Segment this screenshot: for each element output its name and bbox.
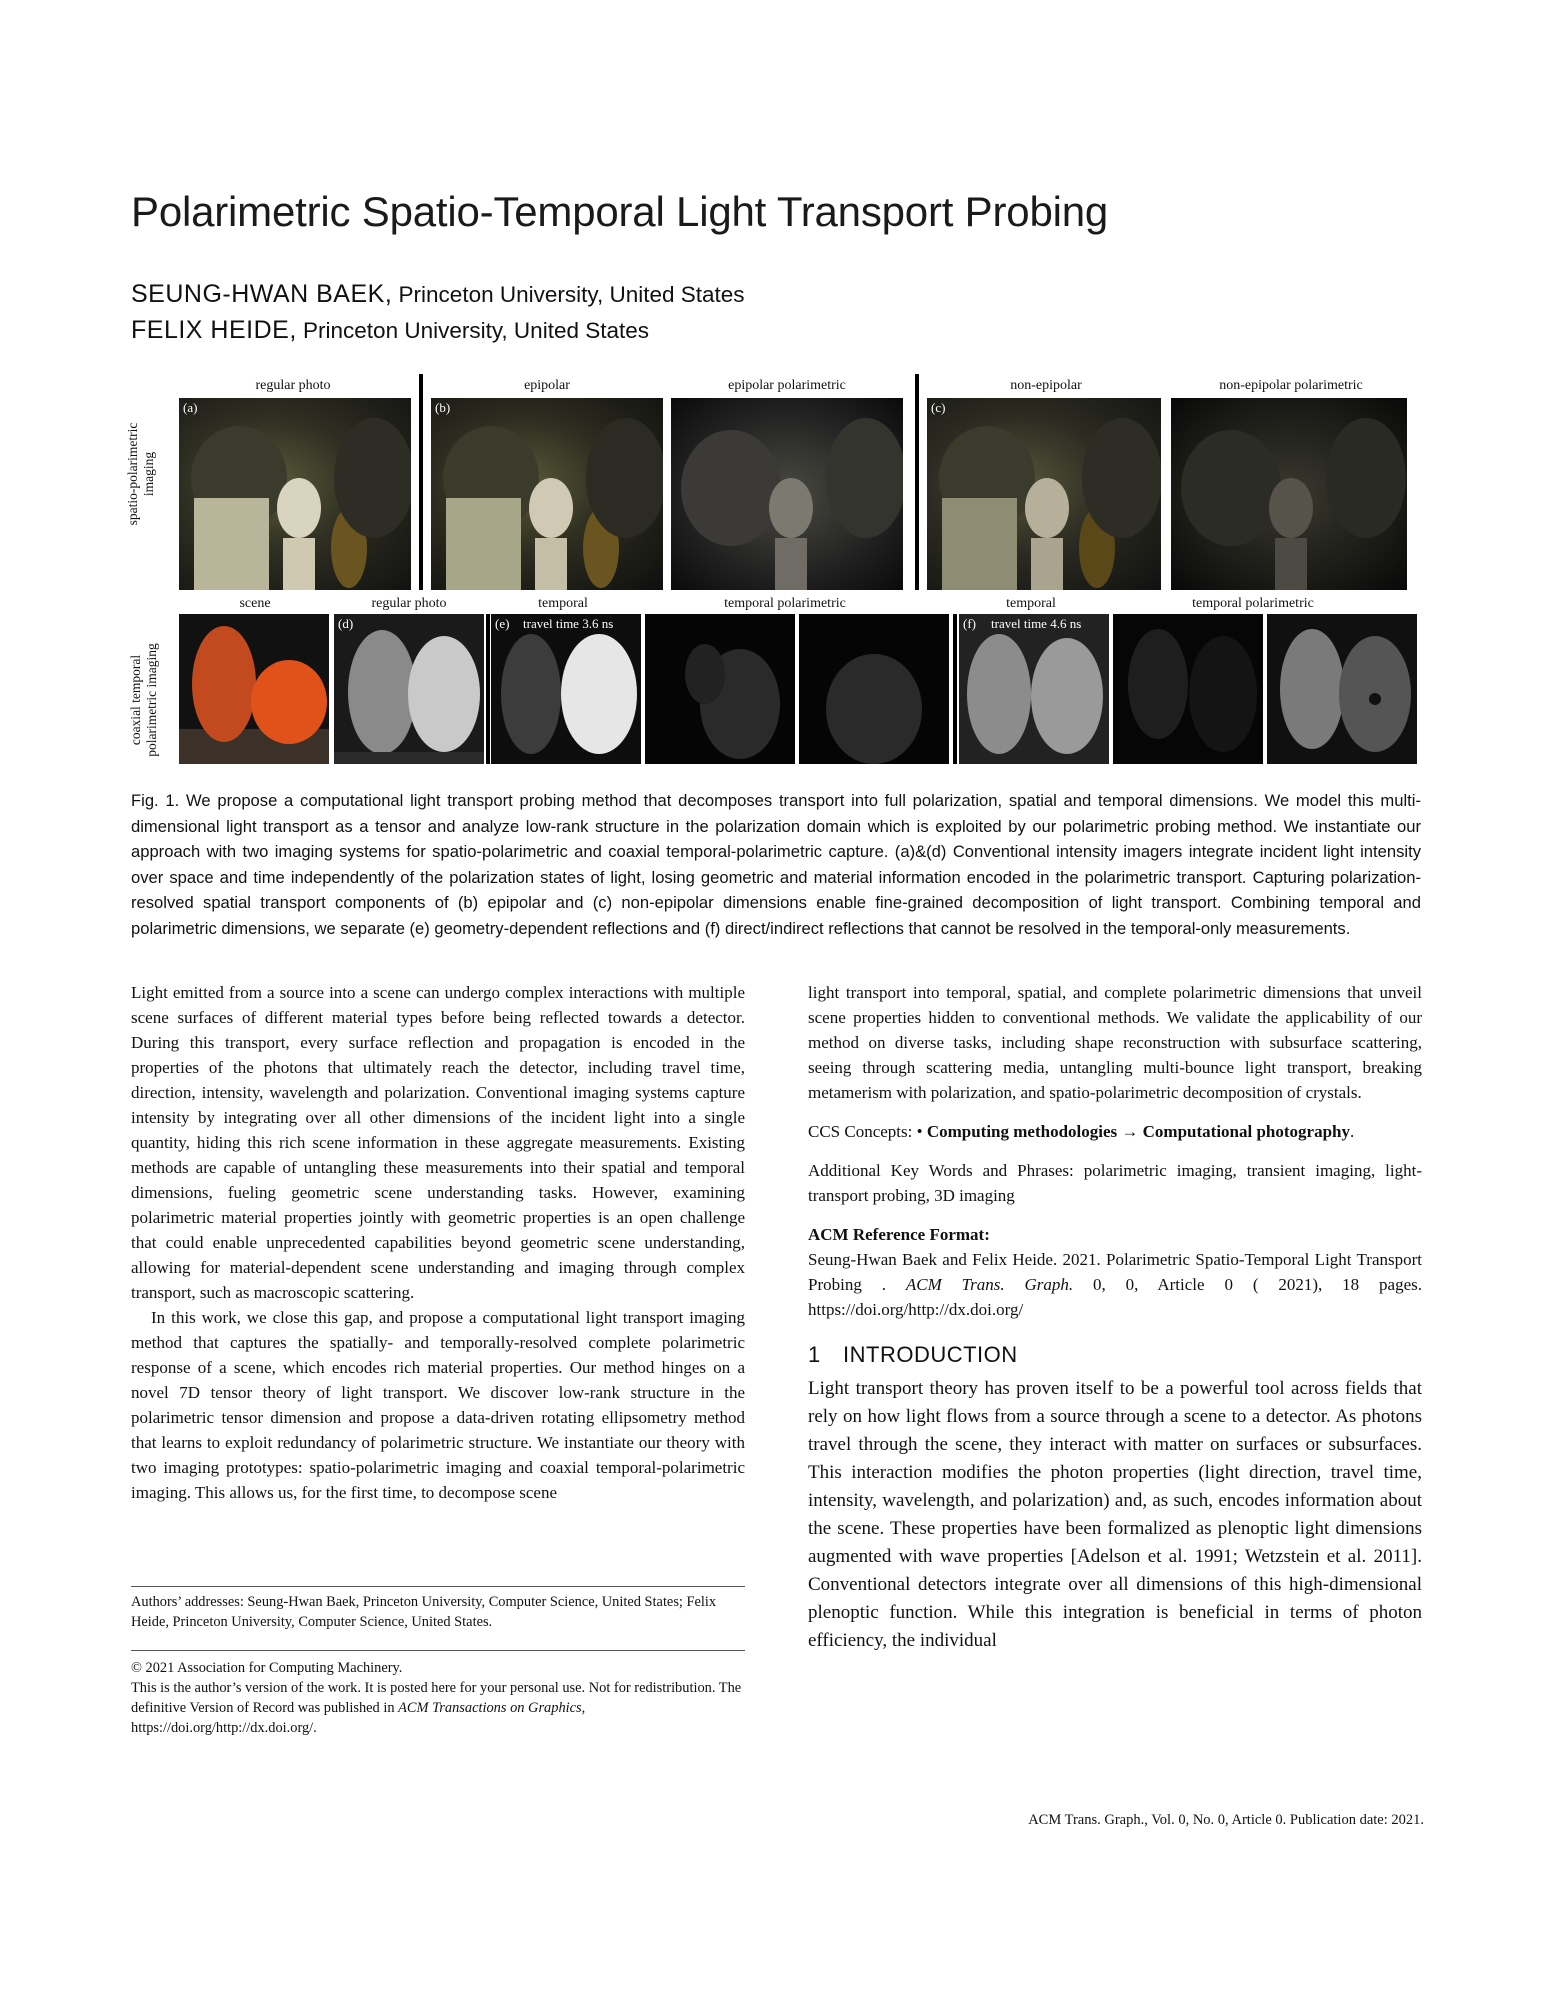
tag-e: (e) (495, 616, 510, 631)
ccs-concept: Computing methodologies → Computational photography (926, 1122, 1350, 1141)
scene-illustration (179, 398, 411, 590)
footnote-rule (131, 1650, 745, 1651)
tag-b: (b) (435, 400, 451, 415)
scene-illustration (645, 614, 795, 764)
row2-label (128, 625, 160, 775)
photo-temporal-f (959, 614, 1109, 764)
copyright-journal: ACM Transactions on Graphics (398, 1700, 582, 1716)
header-epipolar: epipolar (524, 378, 570, 393)
copyright-line: © 2021 Association for Computing Machinery. (131, 1660, 403, 1676)
separator (419, 374, 423, 590)
photo-epipolar-polarimetric (671, 398, 903, 590)
scene-illustration (334, 614, 484, 764)
author-affiliation: Princeton University, United States (303, 318, 650, 343)
author-1 (131, 280, 745, 309)
travel-time-f: travel time 4.6 ns (991, 616, 1082, 631)
header-regular-photo: regular photo (255, 378, 331, 393)
tag-d: (d) (338, 616, 354, 631)
acm-reference-tail: 0, 0, Article 0 ( 2021), 18 pages. https://doi.org/http://dx.doi.org/ (808, 1275, 1422, 1319)
section-title: INTRODUCTION (843, 1342, 1018, 1367)
abstract-paragraph-1: Light emitted from a source into a scene can undergo complex interactions with multiple scene surfaces of different material types before being reflected towards a detector. During this transport, every surface reflection and propagation is encoded in the properties of the photons that ultimately reach the detector, including travel time, direction, intensity, wavelength and polarization. Conventional imaging systems capture intensity by integrating over all other dimensions of the incident light into a single quantity, hiding this rich scene information in these aggregate measurements. Existing methods are capable of untangling these measurements into their spatial and temporal dimensions, fueling geometric scene understanding tasks. However, examining polarimetric material properties jointly with geometric properties is an open challenge that could enable unprecedented capabilities beyond geometric scene understanding, allowing for material-dependent scene understanding and imaging through complex transport, such as macroscopic scattering. (131, 983, 745, 1302)
scene-illustration (1171, 398, 1407, 590)
keywords: Additional Key Words and Phrases: polarimetric imaging, transient imaging, light-transport probing, 3D imaging (808, 1161, 1422, 1205)
photo-non-epipolar-polarimetric (1171, 398, 1407, 590)
ccs-concepts (808, 1119, 1422, 1144)
photo-temporal-polarimetric-f2 (1267, 614, 1417, 764)
copyright-body: This is the author’s version of the work. It is posted here for your personal use. Not for redistribution. The definitive Version of Record was published in (131, 1680, 742, 1716)
acm-reference-label: ACM Reference Format: (808, 1225, 990, 1244)
teaser-figure (125, 374, 1421, 766)
header-regular-photo-2: regular photo (371, 596, 447, 611)
photo-regular-2 (334, 614, 484, 764)
scene-illustration (1267, 614, 1417, 764)
tag-a: (a) (183, 400, 198, 415)
scene-illustration (927, 398, 1161, 590)
scene-illustration (491, 614, 641, 764)
acm-reference-journal: ACM Trans. Graph. (905, 1275, 1074, 1294)
section-heading (808, 1342, 1422, 1369)
header-temporal: temporal (538, 596, 588, 611)
header-non-epipolar-polarimetric: non-epipolar polarimetric (1219, 378, 1363, 393)
acm-reference (808, 1247, 1422, 1322)
tag-c: (c) (931, 400, 946, 415)
scene-illustration (1113, 614, 1263, 764)
row2-label-line: polarimetric imaging (144, 643, 159, 757)
scene-illustration (799, 614, 949, 764)
row1-label-line: imaging (141, 451, 156, 497)
photo-epipolar (431, 398, 663, 590)
header-epipolar-polarimetric: epipolar polarimetric (728, 378, 846, 393)
acm-reference-heading (808, 1222, 1422, 1247)
separator (953, 614, 957, 764)
ccs-prefix: CCS Concepts: • (808, 1122, 923, 1141)
photo-non-epipolar (927, 398, 1161, 590)
row2-label-line: coaxial temporal (128, 654, 143, 746)
photo-temporal-polarimetric-f1 (1113, 614, 1263, 764)
photo-temporal-polarimetric-e2 (799, 614, 949, 764)
header-temporal-polarimetric-2: temporal polarimetric (1192, 596, 1314, 611)
separator (486, 614, 490, 764)
author-name: FELIX HEIDE, (131, 316, 297, 344)
header-temporal-polarimetric: temporal polarimetric (724, 596, 846, 611)
photo-temporal-polarimetric-e1 (645, 614, 795, 764)
row1-label (125, 404, 157, 544)
ccs-suffix: . (1350, 1122, 1355, 1141)
photo-scene (179, 614, 329, 764)
paper-title: Polarimetric Spatio-Temporal Light Transport Probing (131, 188, 1109, 235)
caption-text: We propose a computational light transport probing method that decomposes transport into full polarization, spatial and temporal dimensions. We model this multi-dimensional light transport as a tensor and analyze low-rank structure in the polarization domain which is exploited by our polarimetric probing method. We instantiate our approach with two imaging systems for spatio-polarimetric and coaxial temporal-polarimetric capture. (a)&(d) Conventional intensity imagers integrate incident light intensity over space and time independently of the polarization states of light, losing geometric and material information encoded in the polarimetric transport. Capturing polarization-resolved spatial transport components of (b) epipolar and (c) non-epipolar dimensions enable fine-grained decomposition of light transport. Combining temporal and polarimetric dimensions, we separate (e) geometry-dependent reflections and (f) direct/indirect reflections that cannot be resolved in the temporal-only measurements. (131, 791, 1421, 938)
right-column (808, 980, 1422, 1655)
scene-illustration (431, 398, 663, 590)
author-name: SEUNG-HWAN BAEK, (131, 280, 393, 308)
photo-regular (179, 398, 411, 590)
footnote-rule (131, 1586, 745, 1587)
acm-reference-text: Seung-Hwan Baek and Felix Heide. 2021. Polarimetric Spatio-Temporal Light Transport Probing . (808, 1250, 1422, 1294)
row1-label-line: spatio-polarimetric (125, 422, 140, 526)
section-number: 1 (808, 1342, 821, 1367)
scene-illustration (959, 614, 1109, 764)
intro-paragraph: Light transport theory has proven itself to be a powerful tool across fields that rely on how light flows from a source through a scene to a detector. As photons travel through the scene, they interact with matter on surfaces or subsurfaces. This interaction modifies the photon properties (light direction, travel time, intensity, wavelength, and polarization) and, as such, encodes information about the scene. These properties have been formalized as plenoptic light dimensions augmented with wave properties [Adelson et al. 1991; Wetzstein et al. 2011]. Conventional detectors integrate over all dimensions of this high-dimensional plenoptic function. While this integration is beneficial in terms of photon efficiency, the individual (808, 1378, 1422, 1651)
tag-f: (f) (963, 616, 976, 631)
copyright-notice (131, 1658, 745, 1738)
scene-illustration (179, 614, 329, 764)
header-temporal-2: temporal (1006, 596, 1056, 611)
abstract-paragraph-2: In this work, we close this gap, and propose a computational light transport imaging method that captures the spatially- and temporally-resolved complete polarimetric response of a scene, which encodes rich material properties. Our method hinges on a novel 7D tensor theory of light transport. We discover low-rank structure in the polarimetric tensor dimension and propose a data-driven rotating ellipsometry method that learns to exploit redundancy of polarimetric structure. We instantiate our theory with two imaging prototypes: spatio-polarimetric imaging and coaxial temporal-polarimetric imaging. This allows us, for the first time, to decompose scene (131, 1308, 745, 1502)
author-affiliation: Princeton University, United States (398, 282, 745, 307)
scene-illustration (671, 398, 903, 590)
separator (915, 374, 919, 590)
copyright-text (131, 1678, 745, 1738)
abstract-paragraph-3: light transport into temporal, spatial, and complete polarimetric dimensions that unveil scene properties hidden to conventional methods. We validate the applicability of our method on diverse tasks, including shape reconstruction with subsurface scattering, seeing through scattering media, untangling multi-bounce light transport, breaking metamerism with polarization, and spatio-polarimetric decomposition of crystals. (808, 983, 1422, 1102)
header-scene: scene (239, 596, 271, 611)
caption-label: Fig. 1. (131, 791, 180, 810)
travel-time-e: travel time 3.6 ns (523, 616, 614, 631)
header-non-epipolar: non-epipolar (1010, 378, 1082, 393)
authors-addresses: Authors’ addresses: Seung-Hwan Baek, Princeton University, Computer Science, United States; Felix Heide, Princeton University, Computer Science, United States. (131, 1594, 717, 1630)
figure-caption (131, 788, 1421, 941)
page-footer: ACM Trans. Graph., Vol. 0, No. 0, Article 0. Publication date: 2021. (1028, 1812, 1424, 1828)
author-2 (131, 316, 649, 345)
copyright-doi: , https://doi.org/http://dx.doi.org/. (131, 1700, 586, 1736)
left-column (131, 980, 745, 1505)
photo-temporal-e (491, 614, 641, 764)
